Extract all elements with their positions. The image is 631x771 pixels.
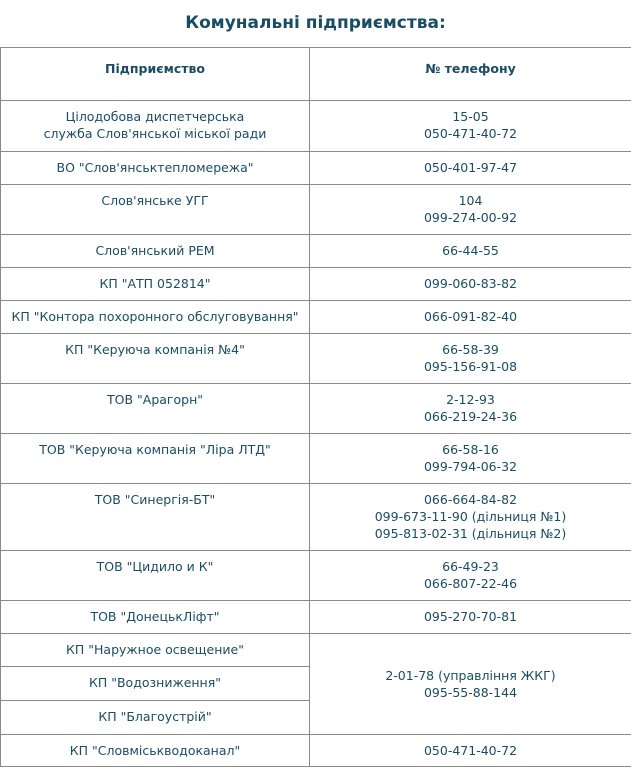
phone-number: 095-813-02-31 (дільниця №2) <box>374 526 567 541</box>
company-cell <box>1 301 310 334</box>
phone-number: 066-219-24-36 <box>423 409 518 424</box>
phone-number: 066-664-84-82 <box>423 492 518 507</box>
company-cell <box>1 735 310 767</box>
phone-number: 66-49-23 <box>442 559 499 574</box>
table-row <box>1 152 631 185</box>
phone-number: 099-060-83-82 <box>423 276 518 291</box>
company-cell <box>1 434 310 484</box>
table-row <box>1 551 631 601</box>
phone-cell <box>310 152 631 185</box>
company-cell <box>1 551 310 601</box>
table-row <box>1 185 631 235</box>
company-name-line: ТОВ "Цидило и К" <box>96 559 214 574</box>
company-cell <box>1 384 310 434</box>
phone-number: 2-12-93 <box>446 392 495 407</box>
phone-number: 099-794-06-32 <box>423 459 518 474</box>
company-name-line: Цілодобова диспетчерська <box>65 109 245 124</box>
company-cell <box>1 484 310 551</box>
phone-cell <box>310 235 631 268</box>
table-header-row <box>1 48 631 101</box>
company-cell <box>1 701 310 735</box>
table-row <box>1 301 631 334</box>
table-row <box>1 735 631 767</box>
table-row <box>1 268 631 301</box>
phone-number: 066-807-22-46 <box>423 576 518 591</box>
company-cell <box>1 152 310 185</box>
phone-cell <box>310 185 631 235</box>
company-cell <box>1 235 310 268</box>
company-cell <box>1 101 310 152</box>
phone-number: 099-673-11-90 (дільниця №1) <box>374 509 567 524</box>
header-phone: № телефону <box>310 48 631 101</box>
company-name-line: Слов'янський РЕМ <box>95 243 215 258</box>
phone-number: 050-471-40-72 <box>423 126 518 141</box>
page-title: Комунальні підприємства: <box>185 13 446 33</box>
company-cell <box>1 334 310 384</box>
phone-number: 095-55-88-144 <box>423 685 518 700</box>
phone-cell-merged <box>310 634 631 735</box>
company-cell <box>1 268 310 301</box>
phone-number: 66-44-55 <box>442 243 499 258</box>
phone-cell <box>310 434 631 484</box>
company-name-line: ТОВ "Арагорн" <box>107 392 203 407</box>
phone-number: 050-471-40-72 <box>423 743 518 758</box>
companies-table <box>0 47 631 767</box>
phone-cell <box>310 601 631 634</box>
company-name-line: КП "Керуюча компанія №4" <box>65 342 245 357</box>
header-company: Підприємство <box>1 48 310 101</box>
company-name-line: КП "Благоустрій" <box>98 709 212 724</box>
table-row <box>1 235 631 268</box>
phone-cell <box>310 301 631 334</box>
phone-cell <box>310 551 631 601</box>
phone-cell <box>310 384 631 434</box>
table-row <box>1 434 631 484</box>
phone-number: 050-401-97-47 <box>423 160 518 175</box>
table-row <box>1 334 631 384</box>
company-name-line: служба Слов'янської міської ради <box>43 126 267 141</box>
company-cell <box>1 185 310 235</box>
company-name-line: КП "Словміськводоканал" <box>69 743 241 758</box>
phone-cell <box>310 268 631 301</box>
phone-number: 2-01-78 (управління ЖКГ) <box>385 668 556 683</box>
phone-cell <box>310 101 631 152</box>
table-row <box>1 484 631 551</box>
company-name-line: КП "Наружное освещение" <box>66 642 244 657</box>
table-row <box>1 101 631 152</box>
company-name-line: ТОВ "ДонецькЛіфт" <box>90 609 220 624</box>
company-name-line: КП "Водозниження" <box>88 675 222 690</box>
phone-cell <box>310 484 631 551</box>
company-name-line: ВО "Слов'янськтепломережа" <box>56 160 254 175</box>
company-name-line: КП "АТП 052814" <box>99 276 211 291</box>
phone-number: 66-58-39 <box>442 342 499 357</box>
company-name-line: ТОВ "Синергія-БТ" <box>94 492 216 507</box>
phone-number: 099-274-00-92 <box>423 210 518 225</box>
company-cell <box>1 601 310 634</box>
phone-number: 066-091-82-40 <box>423 309 518 324</box>
phone-cell <box>310 334 631 384</box>
phone-number: 095-156-91-08 <box>423 359 518 374</box>
company-cell <box>1 634 310 667</box>
company-name-line: ТОВ "Керуюча компанія "Ліра ЛТД" <box>39 442 271 457</box>
table-row <box>1 601 631 634</box>
table-row <box>1 384 631 434</box>
company-name-line: КП "Контора похоронного обслуговування" <box>11 309 299 324</box>
phone-number: 104 <box>458 193 483 208</box>
phone-number: 66-58-16 <box>442 442 499 457</box>
table-row <box>1 634 631 667</box>
company-cell <box>1 667 310 701</box>
phone-cell <box>310 735 631 767</box>
phone-number: 15-05 <box>452 109 489 124</box>
phone-number: 095-270-70-81 <box>423 609 518 624</box>
company-name-line: Слов'янське УГГ <box>101 193 209 208</box>
